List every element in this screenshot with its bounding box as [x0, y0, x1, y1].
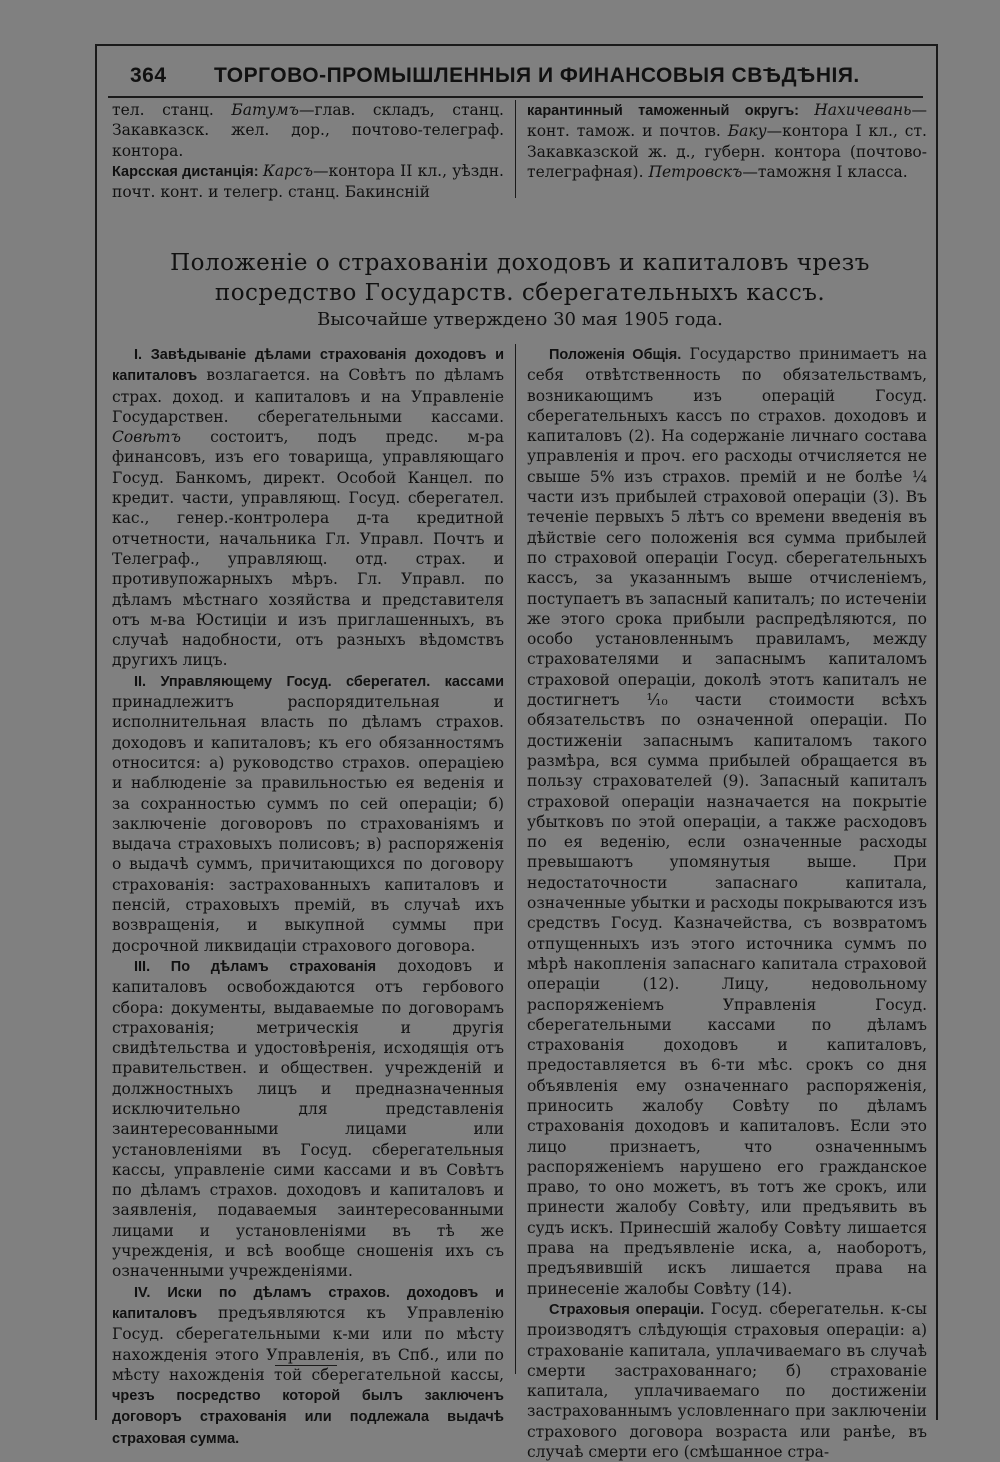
frame-left-rule: [95, 44, 97, 1420]
top-column-divider: [515, 100, 516, 198]
general-provisions-text: Государство принимаетъ на себя отвѣтственность по обязательствамъ, возникающимъ изъ операцій Госуд. сберегательныхъ кассъ по страхов. доходовъ и капиталовъ (2). На содержаніе личнаго состава управленія и проч. его расходы отчисляется не свыше 5% изъ страхов. премій и не болѣе ¼ части изъ прибылей страховой операціи (3). Въ теченіе первыхъ 5 лѣтъ со времени введенія въ дѣйствіе сего положенія вся сумма прибылей по страховой операціи Госуд. сберегательныхъ кассъ, за указаннымъ выше отчисленіемъ, поступаетъ въ запасный капиталъ; по истеченіи же этого срока прибыли распредѣляются, по особо установленнымъ правиламъ, между страхователями и запаснымъ капиталомъ страховой операціи, доколѣ этотъ капиталъ не достигнетъ ¹⁄₁₀ части стоимости всѣхъ обязательствъ по означенной операціи. По достиженіи запаснымъ капиталомъ такого размѣра, вся сумма прибылей обращается въ пользу страхователей (9). Запасный капиталъ страховой операціи назначается на покрытіе убытковъ по этой операціи, а также расходовъ по ея веденію, если означенные расходы превышаютъ упомянутыя выше. При недостаточности запаснаго капитала, означенные убытки и расходы покрываются изъ средствъ Госуд. Казначейства, съ возвратомъ отпущенныхъ изъ этого источника суммъ по мѣрѣ накопленія запаснаго капитала страховой операціи (12). Лицу, недовольному распоряженіемъ Управленія Госуд. сберегательными кассами по дѣламъ страхованія доходовъ и капиталовъ, предоставляется въ 6-ти мѣс. срокъ со дня объявленія ему означеннаго распоряженія, приносить жалобу Совѣту по дѣламъ страхованія доходовъ и капиталовъ. Если это лицо признаетъ, что означеннымъ распоряженіемъ нарушено его гражданское право, то оно можетъ, въ тотъ же срокъ, или принести жалобу Совѣту, или предъявить въ судъ искъ. Принесшій жалобу Совѣту лишается права на предъявленіе иска, а, наоборотъ, предъявившій искъ лишается права на принесеніе жалобы Совѣту (14).: [527, 345, 928, 1298]
kars-paragraph: [112, 161, 504, 203]
batum-text: —глав. складъ, станц. Закавказск. жел. дор., почтово-телеграф. контора.: [112, 101, 504, 160]
page-number: 364: [130, 64, 167, 87]
section-title: Положеніе о страхованіи доходовъ и капиталовъ чрезъ посредство Государств. сберегательныхъ кассъ.: [170, 250, 870, 306]
header-rule: [108, 96, 923, 98]
main-column-divider: [515, 344, 516, 1374]
section-4-bold-ending: чрезъ посредство которой былъ заключенъ договоръ страхованія или подлежала выдачѣ страховая сумма.: [112, 1388, 504, 1447]
section-1-text: возлагается. на Совѣтъ по дѣламъ страх. доход. и капиталовъ и на Управленіе Государствен. сберегательными кассами.: [112, 366, 504, 426]
section-4-text: предъявляются къ Управленію Госуд. сберегательными к-ми или по мѣсту нахожденія этого Управленія, въ Спб., или по мѣсту нахожденія той сберегательной кассы,: [112, 1303, 504, 1384]
section-1-italic: Совѣтъ: [112, 428, 181, 447]
section-2-heading: II. Управляющему Госуд. сберегател. кассами: [134, 673, 504, 690]
baku-name: Баку: [727, 122, 767, 141]
quarantine-heading: карантинный таможенный округъ:: [527, 103, 815, 119]
section-1-paragraph: [112, 344, 504, 671]
quarantine-text-2: —контора I кл., ст. Закавказской ж. д., губерн. контора (почтово-телеграфная).: [527, 122, 927, 181]
section-1-rest: состоитъ, подъ предс. м-ра финансовъ, изъ его товарища, управляющаго Госуд. Банкомъ, директ. Особой Канцел. по кредит. части, управляющ. Госуд. сберегател. кас., генер.-контролера д-та кредитной отчетности, начальника Гл. Управл. Почтъ и Телеграф., управляющ. отд. страх. и противупожарныхъ мѣръ. Гл. Управл. по дѣламъ мѣстнаго хозяйства и представителя отъ м-ва Юстиціи и изъ приглашенныхъ, въ случаѣ надобности, отъ разныхъ вѣдомствъ другихъ лицъ.: [112, 428, 504, 670]
general-provisions-heading: Положенія Общія.: [549, 347, 682, 363]
main-left-column: [112, 344, 504, 1449]
batum-paragraph: [112, 100, 504, 161]
end-rule: [275, 1365, 337, 1366]
batum-prefix: тел. станц.: [112, 101, 232, 119]
running-title: ТОРГОВО-ПРОМЫШЛЕННЫЯ И ФИНАНСОВЫЯ СВѢДѢНІЯ.: [214, 64, 860, 87]
section-2-text: принадлежитъ распорядительная и исполнительная власть по дѣламъ страхов. доходовъ и капиталовъ; къ его обязанностямъ относится: а) руководство страхов. операціею и наблюденіе за правильностью ея веденія и за сохранностью суммъ по сей операціи; б) заключеніе договоровъ по страхованіямъ и выдача страховыхъ полисовъ; в) распоряженія о выдачѣ суммъ, причитающихся по договору страхованія: застрахованныхъ капиталовъ и пенсій, страховыхъ премій, въ случаѣ ихъ возвращенія, и выкупной суммы при досрочной ликвидаціи страхового договора.: [112, 693, 504, 955]
kars-name: Карсъ: [262, 161, 314, 180]
section-4-heading: IV. Иски по дѣламъ страхов. доходовъ и капиталовъ: [112, 1284, 504, 1322]
frame-right-rule: [936, 44, 938, 1420]
kars-text: —контора II кл., уѣздн. почт. конт. и телегр. станц. Бакинсній: [112, 161, 504, 202]
section-3-text: доходовъ и капиталовъ освобождаются отъ гербового сбора: документы, выдаваемые по договорамъ страхованія; метрическія и другія свидѣтельства и удостовѣренія, исходящія отъ правительствен. и обществен. учрежденій и должностныхъ лицъ и предназначенныя исключительно для представленія заинтересованными лицами или установленіями въ Госуд. сберегательныя кассы, управленіе сими кассами и въ Совѣтъ по дѣламъ страхов. доходовъ и капиталовъ и заявленія, подаваемыя заинтересованными лицами и установленіями въ тѣ же учрежденія, и всѣ вообще сношенія ихъ съ означенными учрежденіями.: [112, 956, 504, 1281]
nakhichevan-name: Нахичевань: [814, 101, 912, 119]
insurance-operations-heading: Страховыя операціи.: [549, 1301, 705, 1318]
section-2-paragraph: [112, 671, 504, 956]
top-right-column: [527, 100, 927, 182]
quarantine-paragraph: [527, 100, 927, 182]
insurance-operations-text: Госуд. сберегательн. к-сы производятъ слѣдующія страховыя операціи: а) страхованіе капитала, уплачиваемаго въ случаѣ смерти застрахованнаго; б) страхованіе капитала, уплачиваемаго по достиженіи застрахованнымъ условленнаго при заключеніи страхового договора возраста или ранѣе, въ случаѣ смерти его (смѣшанное стра-: [527, 1299, 928, 1462]
page-header: [116, 60, 916, 94]
frame-top-rule: [95, 44, 938, 46]
section-1-heading: I. Завѣдываніе дѣлами страхованія доходовъ и капиталовъ: [112, 347, 504, 385]
general-provisions-paragraph: [527, 344, 927, 1299]
insurance-operations-paragraph: [527, 1299, 927, 1462]
petrovsk-name: Петровскъ: [648, 162, 743, 181]
section-3-heading: III. По дѣламъ страхованія: [134, 958, 377, 975]
main-right-column: [527, 344, 927, 1462]
section-3-paragraph: [112, 956, 504, 1282]
batum-name: Батумъ: [231, 101, 299, 119]
top-left-column: [112, 100, 504, 202]
kars-heading: Карсская дистанція:: [112, 163, 263, 180]
section-subtitle: Высочайше утверждено 30 мая 1905 года.: [317, 309, 723, 330]
quarantine-text-1: —конт. тамож. и почтов.: [527, 101, 927, 141]
quarantine-text-3: —таможня I класса.: [742, 162, 908, 181]
